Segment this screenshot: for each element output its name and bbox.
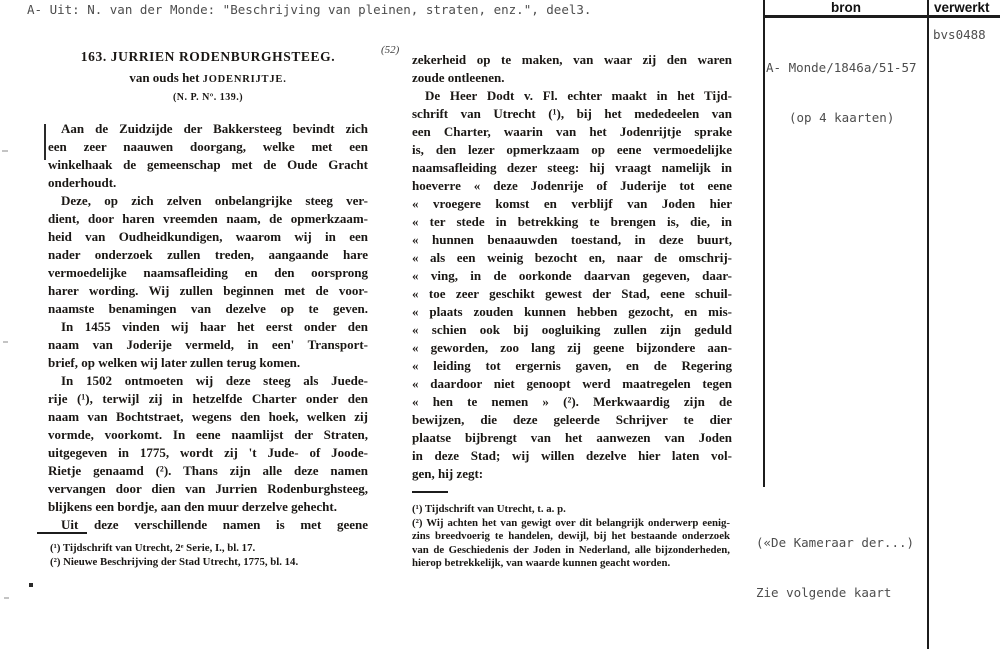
footnote-line: (²) Nieuwe Beschrijving der Stad Utrecht, 1775, bl. 14. [50, 556, 299, 568]
table-header-rule [763, 15, 1000, 18]
scan-artifact-dash [3, 341, 8, 343]
text-line: plaatse bijbrengt van het aanwezen van Joden [412, 430, 732, 445]
article-heading [48, 49, 368, 103]
text-line: « vroegere komst en verblijf van Joden hier [412, 196, 732, 211]
text-line: een Charter, waarin van het Jodenrijtje sprake [412, 124, 732, 139]
text-line: uitgegeven in 1775, wordt zij 't Jude- of Joode- [48, 445, 368, 460]
footnote-line: (¹) Tijdschrift van Utrecht, 2ᵉ Serie, I., bl. 17. [50, 542, 256, 554]
text-line: « toe zeer geschikt gewest der Stad, eene schuil- [412, 286, 732, 301]
bron-entry-line1: A- Monde/1846a/51-57 [766, 60, 917, 75]
text-line: winkelhaak de gemeenschap met de Oude Gracht [48, 157, 368, 172]
text-line: naamste benamingen van dezelve op te geven. [48, 301, 368, 316]
card-note-line2: Zie volgende kaart [756, 584, 892, 600]
text-line: vormde, voorkomt. In eene naamlijst der Straten, [48, 427, 368, 442]
text-line: bewijzen, die deze geleerde Schrijver te dier [412, 412, 732, 427]
text-line: « leiding tot ergernis gaven, en de Regering [412, 358, 732, 373]
text-line: brief, op welken wij later zullen terug komen. [48, 355, 301, 370]
text-line: vermoedelijke naamsafleiding en den oorsprong [48, 265, 368, 280]
subtitle-prefix: van ouds het [129, 70, 203, 85]
left-column-text [48, 120, 368, 534]
subtitle-street-name: JODENRIJTJE. [202, 74, 287, 85]
text-line: zoude ontleenen. [412, 70, 505, 85]
article-subtitle [48, 70, 368, 86]
right-column-text [412, 51, 732, 483]
text-line: Deze, op zich zelven onbelangrijke steeg ver- [61, 193, 368, 208]
printed-page-number: (52) [381, 44, 400, 56]
article-reference: (N. P. Nº. 139.) [172, 92, 244, 103]
text-line: rije (¹), terwijl zij in hetzelfde Charter onder den [48, 391, 368, 406]
table-column-divider [927, 0, 929, 649]
footnote-line: van de Geschiedenis der Joden in Nederland, alle bijzonderheden, [412, 543, 730, 556]
scan-artifact-dash [2, 150, 8, 152]
verwerkt-entry: bvs0488 [933, 27, 986, 42]
footnote-line: (²) Wij achten het van gewigt over dit belangrijk onderwerp eenig- [412, 516, 730, 529]
text-line: heid van Oudheidkundigen, waarom wij in een [48, 229, 368, 244]
top-source-note: A- Uit: N. van der Monde: "Beschrijving van pleinen, straten, enz.", deel3. [27, 2, 592, 17]
right-column-footnotes [412, 503, 730, 571]
left-column-footnotes [50, 541, 368, 569]
text-line: hoeverre « deze Jodenrije of Juderije tot eene [412, 178, 732, 193]
text-line: blijkens een bordje, aan den muur derzelve gehecht. [48, 499, 337, 514]
card-note-line1: («De Kameraar der...) [756, 535, 915, 550]
card-continuation-note [756, 502, 914, 634]
text-line: Rietje genaamd (²). Thans zijn alle deze namen [48, 463, 368, 478]
text-line: naam van Bochtstraet, wegens den hoek, welken zij [48, 409, 368, 424]
text-line: In 1502 ontmoeten wij deze steeg als Juede- [61, 373, 368, 388]
text-line: dient, door haren vreemden naam, de opmerkzaam- [48, 211, 368, 226]
text-line: Aan de Zuidzijde der Bakkersteeg bevindt zich [61, 121, 368, 136]
text-line: naamsafleiding dezer steeg: hij vraagt namelijk in [412, 160, 732, 175]
right-footnote-rule [412, 491, 448, 493]
scan-artifact-dot [29, 583, 33, 587]
footnote-line: zins breedvoerig te handelen, dewijl, bij het bestaande onderzoek [412, 530, 730, 542]
text-line: « schien ook bij oogluiking zullen zijn geduld [412, 322, 732, 337]
text-line: een zeer naauwen doorgang, welke met een [48, 139, 368, 154]
text-line: schrift van Utrecht (¹), bij het mededeelen van [412, 106, 732, 121]
text-line: « hen te nemen » (²). Merkwaardig zijn de [412, 394, 732, 409]
bron-entry [766, 27, 917, 159]
text-line: Uit deze verschillende namen is met geene [61, 517, 368, 532]
text-line: zekerheid op te maken, van waar zij den waren [412, 52, 732, 67]
footnote-line: hierop betrekkelijk, van waarde kunnen geacht worden. [412, 557, 671, 569]
text-line: « hunnen benaauwden toestand, in deze buurt, [412, 232, 732, 247]
text-line: « ving, in de oorkonde daarvan gegeven, daar- [412, 268, 732, 283]
text-line: « als een weinig bezocht en, naar de omschrij- [412, 250, 732, 265]
table-left-border [763, 0, 765, 487]
text-line: « plaats zouden kunnen hebben gezocht, en mis- [412, 304, 732, 319]
text-line: In 1455 vinden wij haar het eerst onder den [61, 319, 368, 334]
text-line: De Heer Dodt v. Fl. echter maakt in het Tijd- [425, 88, 732, 103]
footnote-line: (¹) Tijdschrift van Utrecht, t. a. p. [412, 503, 566, 515]
margin-tick-mark [44, 124, 46, 160]
text-line: in deze Stad; wij willen dezelve hier laten vol- [412, 448, 732, 463]
text-line: harer wording. Wij zullen beginnen met de voor- [48, 283, 368, 298]
text-line: « ter stede in betrekking te brengen is, die, in [412, 214, 732, 229]
text-line: nader onderzoek zullen treden, aangaande hare [48, 247, 368, 262]
text-line: is, den lezer opmerkzaam op eene vermoedelijke [412, 142, 732, 157]
column-header-bron: bron [831, 0, 861, 15]
article-title: 163. JURRIEN RODENBURGHSTEEG. [80, 49, 336, 64]
text-line: « daardoor niet genoopt werd maatregelen tegen [412, 376, 732, 391]
bron-entry-line2: (op 4 kaarten) [789, 109, 895, 125]
text-line: onderhoudt. [48, 175, 117, 190]
text-line: vervangen door dien van Jurrien Rodenburghsteeg, [48, 481, 368, 496]
left-footnote-rule [37, 532, 87, 534]
column-header-verwerkt: verwerkt [934, 0, 990, 15]
scan-artifact-dash [4, 597, 9, 599]
text-line: « geworden, zoo lang zij geene bijzondere aan- [412, 340, 732, 355]
text-line: gen, hij zegt: [412, 466, 484, 481]
text-line: naam van Joderije vermeld, in een' Transport- [48, 337, 368, 352]
